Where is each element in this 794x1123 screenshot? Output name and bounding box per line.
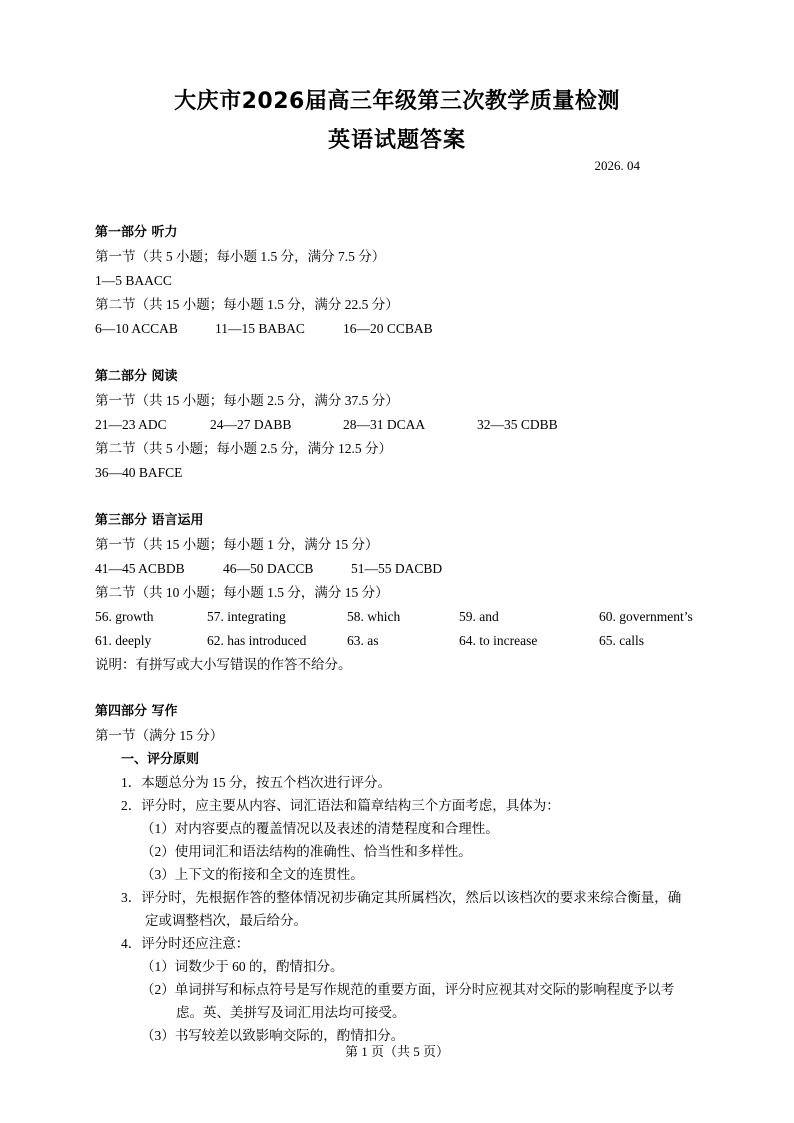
grammar-answer: 57. integrating [207, 609, 286, 624]
principle-subline-continuation: 虑。英、美拼写及词汇用法均可接受。 [176, 1005, 406, 1020]
part2-section2-answers: 36—40 BAFCE [95, 465, 183, 480]
part2-section1-desc: 第一节（共 15 小题；每小题 2.5 分，满分 37.5 分） [95, 393, 399, 408]
part2-section2-desc: 第二节（共 5 小题；每小题 2.5 分，满分 12.5 分） [95, 441, 392, 456]
principle-line: 1．本题总分为 15 分，按五个档次进行评分。 [121, 775, 391, 790]
part2-answers-group: 32—35 CDBB [477, 417, 558, 432]
grammar-answer: 58. which [347, 609, 401, 624]
grammar-answer: 62. has introduced [207, 633, 307, 648]
part1-answers-group: 16—20 CCBAB [343, 321, 433, 336]
document-subtitle: 英语试题答案 [327, 128, 466, 153]
part3-section1-desc: 第一节（共 15 小题；每小题 1 分，满分 15 分） [95, 537, 379, 552]
part3-answers-group: 41—45 ACBDB [95, 561, 185, 576]
page-footer: 第 1 页（共 5 页） [344, 1044, 449, 1059]
part1-section2-desc: 第二节（共 15 小题；每小题 1.5 分，满分 22.5 分） [95, 297, 399, 312]
principle-line: 3．评分时，先根据作答的整体情况初步确定其所属档次，然后以该档次的要求来综合衡量，确 [121, 890, 682, 905]
part4-heading: 第四部分 写作 [95, 704, 178, 719]
part3-answers-group: 51—55 DACBD [351, 561, 443, 576]
part4-section1-desc: 第一节（满分 15 分） [95, 728, 224, 743]
principle-subline: （2）使用词汇和语法结构的准确性、恰当性和多样性。 [141, 844, 472, 859]
part2-answers-group: 21—23 ADC [95, 417, 167, 432]
principle-line: 4．评分时还应注意： [121, 936, 250, 951]
principle-line: 2．评分时，应主要从内容、词汇语法和篇章结构三个方面考虑，具体为： [121, 798, 560, 813]
part3-answers-group: 46—50 DACCB [223, 561, 314, 576]
part1-section1-desc: 第一节（共 5 小题；每小题 1.5 分，满分 7.5 分） [95, 249, 386, 264]
part1-heading: 第一部分 听力 [95, 225, 178, 240]
part1-section1-answers: 1—5 BAACC [95, 273, 172, 288]
document-title: 大庆市2026届高三年级第三次教学质量检测 [174, 89, 620, 114]
part2-heading: 第二部分 阅读 [95, 369, 178, 384]
grammar-answer: 60. government’s [599, 609, 693, 624]
principle-subline: （1）对内容要点的覆盖情况以及表述的清楚程度和合理性。 [141, 821, 499, 836]
document-date: 2026. 04 [594, 158, 640, 173]
principle-subline: （3）上下文的衔接和全文的连贯性。 [141, 867, 364, 882]
grammar-answer: 59. and [459, 609, 499, 624]
grammar-answer: 65. calls [599, 633, 644, 648]
grammar-answer: 63. as [347, 633, 379, 648]
part2-answers-group: 24—27 DABB [210, 417, 292, 432]
principle-subline: （3）书写较差以致影响交际的，酌情扣分。 [141, 1028, 405, 1043]
principle-subline: （2）单词拼写和标点符号是写作规范的重要方面，评分时应视其对交际的影响程度予以考 [141, 982, 675, 997]
principles-heading: 一、评分原则 [121, 752, 200, 767]
part1-answers-group: 11—15 BABAC [215, 321, 305, 336]
grammar-answer: 64. to increase [459, 633, 538, 648]
part1-answers-group: 6—10 ACCAB [95, 321, 178, 336]
principle-line-continuation: 定或调整档次，最后给分。 [145, 913, 307, 928]
principle-subline: （1）词数少于 60 的，酌情扣分。 [141, 959, 344, 974]
part3-section2-desc: 第二节（共 10 小题；每小题 1.5 分，满分 15 分） [95, 585, 389, 600]
grammar-answer: 56. growth [95, 609, 154, 624]
part2-answers-group: 28—31 DCAA [343, 417, 426, 432]
part3-heading: 第三部分 语言运用 [95, 513, 204, 528]
part3-note: 说明：有拼写或大小写错误的作答不给分。 [95, 657, 352, 672]
grammar-answer: 61. deeply [95, 633, 152, 648]
